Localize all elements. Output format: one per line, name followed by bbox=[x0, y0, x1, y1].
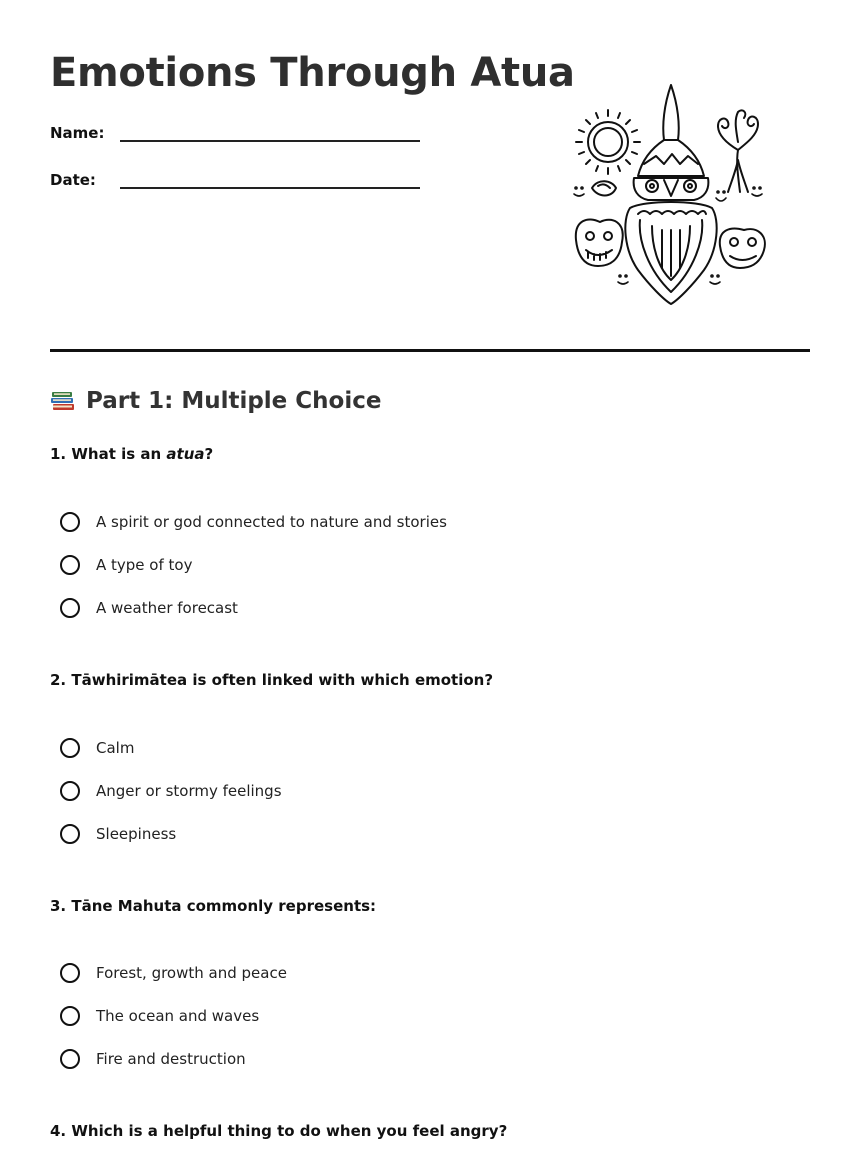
question-1-emphasis: atua bbox=[166, 445, 205, 463]
question-2: 2. Tāwhirimātea is often linked with which emotion? bbox=[50, 671, 494, 689]
q3-option-1[interactable] bbox=[60, 960, 287, 986]
sun-icon bbox=[576, 110, 640, 174]
q2-option-1-label: Calm bbox=[96, 739, 135, 757]
q2-option-2[interactable] bbox=[60, 778, 282, 804]
q1-option-1-label: A spirit or god connected to nature and stories bbox=[96, 513, 447, 531]
date-label: Date: bbox=[50, 171, 96, 189]
q3-option-1-label: Forest, growth and peace bbox=[96, 964, 287, 982]
q1-option-2[interactable] bbox=[60, 552, 192, 578]
question-1-prefix: 1. What is an bbox=[50, 445, 167, 463]
worksheet-page bbox=[50, 0, 810, 1161]
q3-option-2-label: The ocean and waves bbox=[96, 1007, 260, 1025]
part1-heading-text: Part 1: Multiple Choice bbox=[86, 388, 382, 414]
part1-heading bbox=[50, 388, 381, 414]
q2-option-3-label: Sleepiness bbox=[96, 825, 177, 843]
date-field bbox=[50, 169, 420, 189]
date-input-line[interactable] bbox=[120, 169, 420, 189]
small-wave-icon bbox=[592, 181, 616, 195]
q1-option-1[interactable] bbox=[60, 509, 447, 535]
question-3: 3. Tāne Mahuta commonly represents: bbox=[50, 897, 377, 915]
radio-button[interactable] bbox=[60, 555, 80, 575]
radio-button[interactable] bbox=[60, 512, 80, 532]
radio-button[interactable] bbox=[60, 1006, 80, 1026]
radio-button[interactable] bbox=[60, 1049, 80, 1069]
q3-option-3[interactable] bbox=[60, 1046, 246, 1072]
radio-button[interactable] bbox=[60, 963, 80, 983]
question-1-suffix: ? bbox=[204, 445, 214, 463]
left-mask-icon bbox=[576, 219, 623, 266]
q1-option-3[interactable] bbox=[60, 595, 238, 621]
q2-option-1[interactable] bbox=[60, 735, 134, 761]
radio-button[interactable] bbox=[60, 738, 80, 758]
fern-icon bbox=[718, 110, 758, 192]
atua-carving-illustration bbox=[568, 80, 768, 310]
name-label: Name: bbox=[50, 124, 105, 142]
q2-option-2-label: Anger or stormy feelings bbox=[96, 782, 282, 800]
question-1 bbox=[50, 445, 213, 463]
radio-button[interactable] bbox=[60, 824, 80, 844]
worksheet-title: Emotions Through Atua bbox=[50, 50, 575, 96]
right-mask-icon bbox=[720, 229, 765, 268]
radio-button[interactable] bbox=[60, 781, 80, 801]
q3-option-3-label: Fire and destruction bbox=[96, 1050, 246, 1068]
q1-option-3-label: A weather forecast bbox=[96, 599, 238, 617]
section-divider bbox=[50, 349, 810, 352]
radio-button[interactable] bbox=[60, 598, 80, 618]
tiki-figure-icon bbox=[625, 85, 716, 304]
books-icon bbox=[50, 389, 76, 413]
q2-option-3[interactable] bbox=[60, 821, 176, 847]
name-field bbox=[50, 122, 420, 142]
q3-option-2[interactable] bbox=[60, 1003, 259, 1029]
name-input-line[interactable] bbox=[120, 122, 420, 142]
q1-option-2-label: A type of toy bbox=[96, 556, 193, 574]
question-4: 4. Which is a helpful thing to do when you feel angry? bbox=[50, 1122, 508, 1140]
